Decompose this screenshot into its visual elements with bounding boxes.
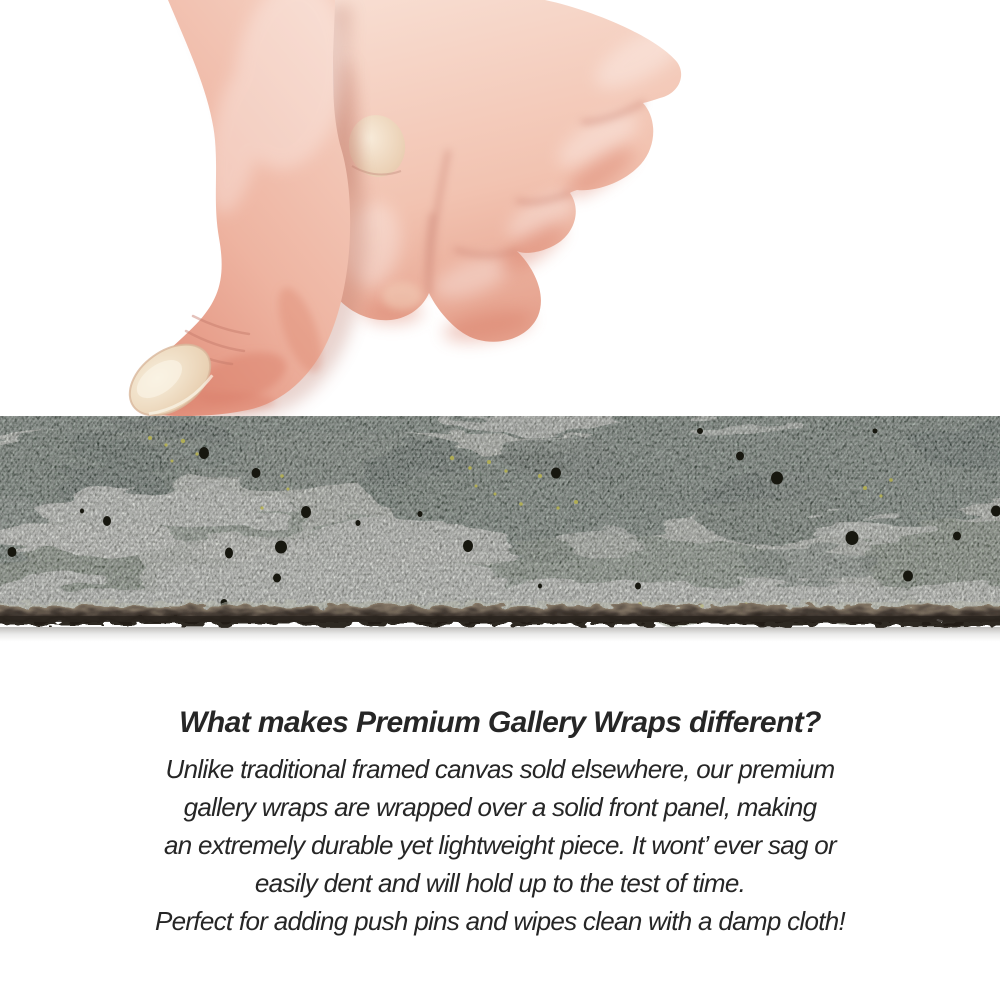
copy-line-4: easily dent and will hold up to the test of time.	[254, 868, 746, 898]
canvas-strip-shadow	[0, 627, 1000, 643]
copy-line-2: gallery wraps are wrapped over a solid front panel, making	[183, 792, 817, 822]
copy-block	[0, 700, 1000, 940]
panel-edge	[0, 602, 1000, 625]
copy-line-3: an extremely durable yet lightweight piece. It wont’ ever sag or	[163, 830, 837, 860]
fist-fingers	[324, 0, 693, 348]
canvas-edge-strip	[0, 416, 1000, 628]
hero-area	[0, 0, 1000, 418]
copy-heading: What makes Premium Gallery Wraps different?	[179, 706, 821, 739]
copy-line-5: Perfect for adding push pins and wipes clean with a damp cloth!	[154, 906, 846, 936]
hand-photo	[0, 0, 1000, 418]
canvas-edge-texture	[0, 416, 1000, 628]
copy-line-1: Unlike traditional framed canvas sold elsewhere, our premium	[165, 754, 835, 784]
